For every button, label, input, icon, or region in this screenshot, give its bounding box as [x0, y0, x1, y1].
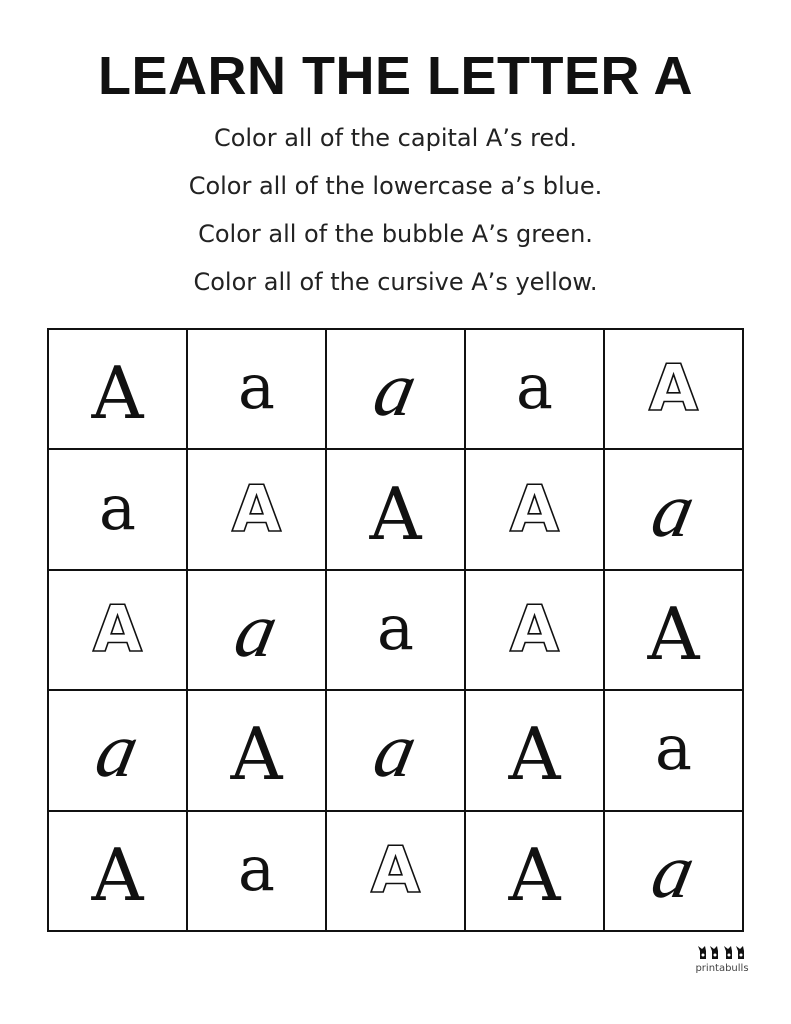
grid-cell — [605, 812, 744, 932]
instruction-bubble: Color all of the bubble A’s green. — [198, 220, 593, 248]
grid-cell — [466, 450, 605, 570]
letter-bubble: A — [92, 592, 143, 667]
letter-lowercase: a — [238, 350, 275, 424]
grid-cell — [327, 691, 466, 811]
grid-cell — [49, 691, 188, 811]
grid-cell — [49, 571, 188, 691]
letter-cursive: a — [88, 706, 147, 794]
grid-cell — [188, 691, 327, 811]
grid-cell — [49, 450, 188, 570]
grid-cell — [49, 812, 188, 932]
letter-lowercase: a — [238, 831, 275, 905]
grid-cell — [605, 450, 744, 570]
letter-capital: A — [230, 712, 283, 797]
letter-cursive: a — [644, 826, 703, 914]
grid-cell — [466, 571, 605, 691]
grid-cell — [466, 812, 605, 932]
grid-cell — [327, 812, 466, 932]
letter-capital: A — [91, 832, 144, 917]
grid-cell — [327, 571, 466, 691]
letter-cursive: a — [644, 465, 703, 553]
letter-lowercase: a — [516, 350, 553, 424]
instruction-lowercase: Color all of the lowercase a’s blue. — [188, 172, 603, 200]
grid-cell — [605, 330, 744, 450]
letter-capital: A — [508, 712, 561, 797]
grid-cell — [49, 330, 188, 450]
grid-cell — [605, 691, 744, 811]
letter-lowercase: a — [99, 470, 136, 544]
grid-cell — [466, 330, 605, 450]
letter-bubble: A — [648, 352, 699, 427]
letter-cursive: a — [366, 706, 425, 794]
grid-cell — [188, 812, 327, 932]
grid-cell — [188, 571, 327, 691]
instruction-capital: Color all of the capital A’s red. — [213, 124, 578, 152]
grid-cell — [466, 691, 605, 811]
logo-text: printabulls — [695, 963, 749, 974]
letter-capital: A — [508, 832, 561, 917]
letter-capital: A — [91, 351, 144, 436]
instructions — [0, 114, 791, 306]
dog-mascots-icon — [696, 943, 748, 961]
letter-lowercase: a — [377, 590, 414, 664]
letter-lowercase: a — [655, 711, 692, 785]
instruction-cursive: Color all of the cursive A’s yellow. — [193, 268, 598, 296]
grid-cell — [327, 450, 466, 570]
letter-capital: A — [647, 591, 700, 676]
grid-cell — [327, 330, 466, 450]
letter-capital: A — [369, 471, 422, 556]
letter-cursive: a — [227, 585, 286, 673]
grid-cell — [188, 330, 327, 450]
grid-cell — [605, 571, 744, 691]
letter-cursive: a — [366, 345, 425, 433]
letter-bubble: A — [231, 472, 282, 547]
letter-bubble: A — [370, 833, 421, 908]
letter-bubble: A — [509, 592, 560, 667]
letter-grid — [47, 328, 744, 932]
printabulls-logo — [690, 943, 754, 983]
grid-cell — [188, 450, 327, 570]
page-title: LEARN THE LETTER A — [98, 46, 693, 106]
letter-bubble: A — [509, 472, 560, 547]
